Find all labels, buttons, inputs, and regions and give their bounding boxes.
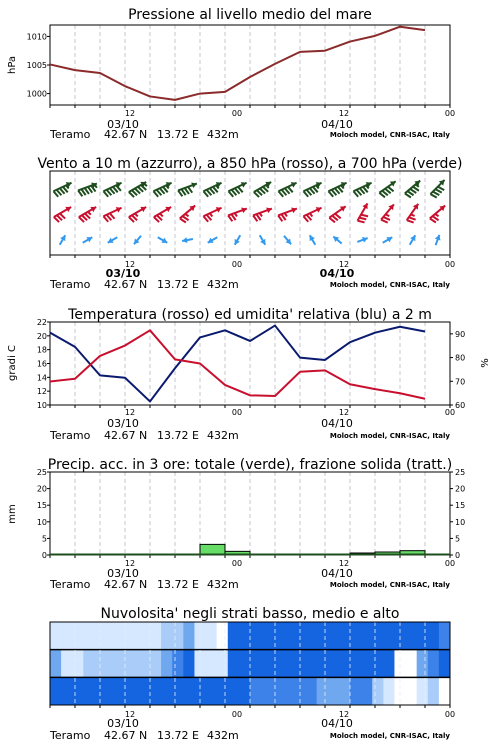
location-name: Teramo — [50, 429, 91, 442]
cloud-cell — [150, 677, 162, 705]
cloud-cell — [50, 622, 62, 650]
precipitation-title: Precip. acc. in 3 ore: totale (verde), frazione solida (tratt.) — [47, 457, 453, 473]
cloud-cell — [439, 677, 451, 705]
wind-arrow-10m — [182, 237, 193, 243]
wind-arrow-10m — [108, 237, 118, 243]
wind-barb-700 — [129, 182, 147, 197]
wind-barb-850 — [430, 206, 445, 223]
date-label: 04/10 — [321, 567, 353, 580]
wind-barb-700 — [203, 182, 221, 197]
cloud-cell — [217, 622, 229, 650]
y-tick-label: 5 — [455, 534, 461, 544]
cloud-cell — [117, 650, 129, 678]
hour-label: 12 — [338, 710, 350, 719]
y-tick-label: 22 — [36, 318, 47, 327]
model-credit: Moloch model, CNR-ISAC, Italy — [329, 131, 450, 139]
wind-barb-700 — [78, 182, 97, 196]
y-tick-label: 5 — [41, 534, 47, 544]
cloud-cell — [306, 677, 318, 705]
y-tick-label: 60 — [455, 401, 466, 410]
wind-barb-700 — [303, 182, 321, 197]
cloud-cell — [72, 677, 84, 705]
hour-label: 00 — [231, 260, 243, 269]
barb-half-feather — [88, 212, 91, 215]
cloud-cell — [217, 677, 229, 705]
cloud-cell — [417, 622, 429, 650]
y-tick-label: 20 — [455, 484, 466, 494]
cloud-cell — [317, 677, 329, 705]
cloud-cell — [261, 622, 273, 650]
cloud-cell — [150, 650, 162, 678]
cloud-cell — [50, 650, 62, 678]
y-tick-label: 25 — [455, 468, 466, 477]
wind-barb-850 — [228, 207, 247, 221]
cloud-cell — [83, 650, 95, 678]
y-tick-label: 15 — [36, 501, 47, 511]
barb-feather — [358, 221, 365, 223]
cloud-cell — [83, 677, 95, 705]
location-lat: 42.67 N — [104, 128, 148, 141]
location-lon: 13.72 E — [157, 128, 199, 141]
cloud-cell — [239, 677, 251, 705]
cloud-cell — [72, 650, 84, 678]
barb-half-feather — [185, 214, 188, 216]
cloud-cell — [317, 622, 329, 650]
cloud-cell — [406, 622, 418, 650]
pressure-panel — [7, 7, 455, 141]
pressure-plot — [27, 25, 450, 108]
cloud-cell — [372, 677, 384, 705]
y-tick-label: 14 — [36, 373, 47, 383]
location-alt: 432m — [207, 128, 239, 141]
cloud-cell — [283, 622, 295, 650]
location-name: Teramo — [50, 578, 91, 591]
cloud-cell — [106, 650, 118, 678]
wind-barb-700 — [53, 182, 71, 197]
location-lat: 42.67 N — [104, 729, 148, 742]
location-alt: 432m — [207, 729, 239, 742]
pressure-footer — [49, 109, 455, 141]
wind-barb-700 — [430, 180, 444, 198]
wind-barb-700 — [153, 182, 171, 197]
barb-feather — [433, 192, 439, 196]
y-tick-label: 15 — [455, 501, 466, 511]
cloud-cell — [261, 677, 273, 705]
precip-bar — [200, 544, 225, 555]
wind-arrow-10m — [208, 237, 218, 243]
location-lat: 42.67 N — [104, 578, 148, 591]
temperature-line — [50, 330, 425, 398]
cloud-cell — [339, 650, 351, 678]
cloud-cell — [339, 622, 351, 650]
cloud-cell — [383, 650, 395, 678]
temp-humidity-title: Temperatura (rosso) ed umidita' relativa (blu) a 2 m — [68, 307, 432, 323]
precipitation-panel — [7, 457, 465, 591]
cloud-cell — [239, 650, 251, 678]
barb-feather — [408, 191, 414, 195]
location-alt: 432m — [207, 278, 239, 291]
wind-plot — [50, 171, 450, 258]
cloud-cell — [239, 622, 251, 650]
hour-label: 00 — [231, 559, 243, 568]
y-tick-label: 25 — [36, 468, 47, 477]
cloud-cell — [117, 622, 129, 650]
cloud-cell — [428, 622, 440, 650]
y-tick-label: 80 — [455, 353, 466, 363]
wind-barb-700 — [278, 182, 296, 197]
date-label: 03/10 — [107, 567, 139, 580]
wind-arrow-10m — [410, 235, 416, 245]
wind-barb-850 — [253, 207, 272, 221]
wind-barb-700 — [328, 182, 346, 197]
cloud-cell — [306, 622, 318, 650]
barb-half-feather — [435, 214, 438, 216]
cloud-cell — [61, 650, 73, 678]
cloud-cell — [283, 677, 295, 705]
cloud-cell — [328, 650, 340, 678]
cloud-cell — [428, 677, 440, 705]
temp-humidity-panel — [7, 307, 491, 442]
cloud-cell — [306, 650, 318, 678]
cloud-cell — [172, 677, 184, 705]
model-credit: Moloch model, CNR-ISAC, Italy — [329, 281, 450, 289]
cloud-cell — [161, 650, 173, 678]
hour-label: 12 — [124, 710, 136, 719]
cloud-cell — [372, 650, 384, 678]
cloud-cell — [72, 622, 84, 650]
cloud-cell — [272, 650, 284, 678]
cloud-cell — [228, 650, 240, 678]
barb-feather — [430, 194, 436, 198]
cloud-cell — [350, 622, 362, 650]
wind-barb-850 — [203, 207, 221, 222]
barb-half-feather — [210, 213, 213, 216]
y-tick-label: 0 — [455, 551, 461, 560]
wind-barb-850 — [129, 207, 146, 222]
hour-label: 00 — [444, 559, 456, 568]
location-lat: 42.67 N — [104, 429, 148, 442]
barb-feather — [430, 218, 436, 222]
cloud-cell — [50, 677, 62, 705]
barb-feather — [407, 220, 414, 222]
cloud-plot — [50, 622, 451, 708]
wind-barb-700 — [178, 182, 197, 196]
y-tick-label: 1005 — [26, 61, 47, 70]
wind-arrow-10m — [83, 237, 93, 243]
cloud-cell — [183, 650, 195, 678]
barb-half-feather — [386, 214, 390, 216]
temp-ylabel: gradi C — [7, 345, 18, 381]
cloud-cell — [128, 650, 140, 678]
cloud-cell — [283, 650, 295, 678]
temp-humidity-plot — [37, 318, 465, 410]
hour-label: 12 — [124, 260, 136, 269]
barb-half-feather — [235, 213, 237, 216]
cloud-cell — [317, 650, 329, 678]
y-tick-label: 1010 — [26, 32, 47, 42]
hour-label: 12 — [338, 109, 350, 118]
wind-barb-700 — [103, 182, 121, 197]
cloud-cell — [361, 677, 373, 705]
wind-barb-850 — [154, 207, 171, 222]
hour-label: 00 — [444, 109, 456, 118]
wind-arrow-10m — [333, 236, 341, 243]
cloud-cell — [172, 650, 184, 678]
cloud-cell — [206, 677, 218, 705]
cloud-cell — [183, 622, 195, 650]
cloud-cell — [350, 677, 362, 705]
cloud-title: Nuvolosita' negli strati basso, medio e alto — [100, 606, 400, 622]
model-credit: Moloch model, CNR-ISAC, Italy — [329, 581, 450, 589]
cloud-cell — [361, 650, 373, 678]
pressure-title: Pressione al livello medio del mare — [128, 7, 372, 23]
cloud-cell — [417, 677, 429, 705]
cloud-cell — [417, 650, 429, 678]
wind-arrow-10m — [60, 235, 66, 245]
wind-barb-850 — [303, 207, 321, 222]
y-tick-label: 12 — [36, 387, 47, 397]
cloud-cell — [61, 622, 73, 650]
hour-label: 12 — [124, 559, 136, 568]
wind-arrow-10m — [260, 235, 266, 245]
location-name: Teramo — [50, 729, 91, 742]
hour-label: 00 — [231, 109, 243, 118]
barb-half-feather — [310, 213, 313, 216]
barb-feather — [361, 215, 368, 217]
hour-label: 00 — [231, 408, 243, 417]
cloud-cell — [139, 677, 151, 705]
hour-label: 00 — [231, 710, 243, 719]
wind-arrow-10m — [383, 237, 393, 243]
cloud-cell — [217, 650, 229, 678]
y-tick-label: 10 — [455, 517, 466, 527]
wind-barb-850 — [278, 207, 297, 221]
cloud-cell — [61, 677, 73, 705]
location-name: Teramo — [50, 128, 91, 141]
cloud-cell — [250, 650, 262, 678]
location-lon: 13.72 E — [157, 429, 199, 442]
cloud-cell — [161, 622, 173, 650]
hour-label: 12 — [338, 559, 350, 568]
cloud-cell — [228, 622, 240, 650]
wind-barb-700 — [228, 182, 246, 197]
barb-half-feather — [160, 214, 163, 217]
hour-label: 12 — [124, 408, 136, 417]
cloud-cell — [139, 622, 151, 650]
y-tick-label: 18 — [36, 345, 47, 355]
barb-feather — [359, 218, 366, 220]
cloud-cell — [206, 650, 218, 678]
y-tick-label: 70 — [455, 377, 466, 387]
wind-title: Vento a 10 m (azzurro), a 850 hPa (rosso), a 700 hPa (verde) — [37, 156, 463, 172]
wind-footer — [49, 260, 455, 291]
wind-arrow-10m — [134, 236, 141, 244]
cloud-cell — [383, 677, 395, 705]
plot-frame — [50, 25, 450, 105]
wind-barb-850 — [54, 207, 71, 222]
cloud-cell — [206, 622, 218, 650]
barb-feather — [438, 187, 444, 191]
precipitation-ylabel: mm — [7, 504, 18, 524]
cloud-cell — [250, 677, 262, 705]
y-tick-label: 10 — [36, 517, 47, 527]
barb-half-feather — [95, 184, 97, 187]
cloud-cell — [439, 622, 451, 650]
location-alt: 432m — [207, 429, 239, 442]
y-tick-label: 10 — [36, 401, 47, 410]
cloud-cell — [339, 677, 351, 705]
cloud-cell — [272, 677, 284, 705]
barb-feather — [381, 220, 388, 223]
cloud-cell — [228, 677, 240, 705]
location-alt: 432m — [207, 578, 239, 591]
wind-barb-700 — [353, 182, 371, 197]
wind-barb-850 — [79, 207, 96, 222]
barb-half-feather — [285, 213, 287, 216]
cloud-cell — [406, 650, 418, 678]
cloud-cell — [106, 622, 118, 650]
model-credit: Moloch model, CNR-ISAC, Italy — [329, 732, 450, 740]
wind-barb-700 — [254, 182, 271, 197]
cloud-cell — [328, 622, 340, 650]
cloud-cell — [117, 677, 129, 705]
cloud-cell — [183, 677, 195, 705]
location-lon: 13.72 E — [157, 278, 199, 291]
wind-barb-850 — [381, 204, 394, 222]
date-label: 03/10 — [105, 267, 141, 280]
barb-feather — [409, 217, 416, 219]
cloud-panel — [49, 606, 455, 742]
wind-barb-850 — [103, 207, 121, 222]
date-label: 04/10 — [321, 717, 353, 730]
precipitation-plot — [37, 468, 465, 560]
cloud-cell — [106, 677, 118, 705]
hour-label: 00 — [444, 260, 456, 269]
wind-barb-700 — [405, 181, 420, 198]
date-label: 04/10 — [321, 417, 353, 430]
barb-half-feather — [260, 213, 262, 216]
location-lon: 13.72 E — [157, 578, 199, 591]
y-tick-label: 20 — [36, 484, 47, 494]
hour-label: 12 — [338, 408, 350, 417]
hour-label: 12 — [338, 260, 350, 269]
model-credit: Moloch model, CNR-ISAC, Italy — [329, 432, 450, 440]
cloud-cell — [272, 622, 284, 650]
cloud-cell — [128, 677, 140, 705]
y-tick-label: 1000 — [26, 89, 47, 99]
cloud-cell — [261, 650, 273, 678]
wind-panel — [37, 156, 462, 291]
y-tick-label: 20 — [36, 331, 47, 341]
cloud-cell — [383, 622, 395, 650]
date-label: 03/10 — [107, 717, 139, 730]
cloud-cell — [406, 677, 418, 705]
barb-half-feather — [144, 183, 147, 186]
wind-arrow-10m — [310, 235, 316, 245]
barb-feather — [405, 193, 411, 197]
date-label: 03/10 — [107, 417, 139, 430]
wind-arrow-10m — [357, 237, 367, 243]
location-lat: 42.67 N — [104, 278, 148, 291]
cloud-cell — [83, 622, 95, 650]
y-tick-label: 0 — [41, 551, 47, 560]
barb-half-feather — [135, 214, 138, 217]
pressure-line — [50, 27, 425, 100]
cloud-cell — [150, 622, 162, 650]
cloud-cell — [328, 677, 340, 705]
precipitation-footer — [49, 559, 455, 591]
wind-arrow-10m — [235, 235, 241, 245]
cloud-footer — [49, 710, 455, 742]
barb-feather — [180, 218, 186, 222]
hour-label: 00 — [444, 408, 456, 417]
wind-barb-850 — [407, 204, 418, 223]
y-tick-label: 90 — [455, 329, 466, 339]
cloud-cell — [250, 622, 262, 650]
cloud-cell — [139, 650, 151, 678]
barb-feather — [435, 189, 441, 193]
cloud-cell — [161, 677, 173, 705]
date-label: 04/10 — [319, 267, 355, 280]
wind-barb-850 — [358, 203, 369, 222]
y-tick-label: 16 — [36, 359, 47, 369]
wind-barb-700 — [379, 181, 395, 197]
humidity-ylabel: % — [480, 358, 491, 368]
wind-barb-850 — [180, 206, 195, 223]
location-lon: 13.72 E — [157, 729, 199, 742]
wind-arrow-10m — [435, 235, 441, 245]
barb-feather — [383, 217, 390, 220]
cloud-cell — [350, 650, 362, 678]
barb-feather — [410, 189, 416, 193]
hour-label: 12 — [124, 109, 136, 118]
date-label: 03/10 — [107, 118, 139, 131]
cloud-cell — [361, 622, 373, 650]
cloud-cell — [128, 622, 140, 650]
barb-half-feather — [411, 214, 415, 215]
wind-barb-850 — [329, 206, 345, 222]
wind-arrow-10m — [284, 236, 291, 244]
cloud-cell — [428, 650, 440, 678]
cloud-cell — [439, 650, 451, 678]
pressure-ylabel: hPa — [7, 55, 18, 75]
location-name: Teramo — [50, 278, 91, 291]
hour-label: 00 — [444, 710, 456, 719]
temp-humidity-footer — [49, 408, 455, 442]
wind-arrow-10m — [158, 237, 168, 243]
date-label: 04/10 — [321, 118, 353, 131]
cloud-cell — [172, 622, 184, 650]
cloud-cell — [372, 622, 384, 650]
